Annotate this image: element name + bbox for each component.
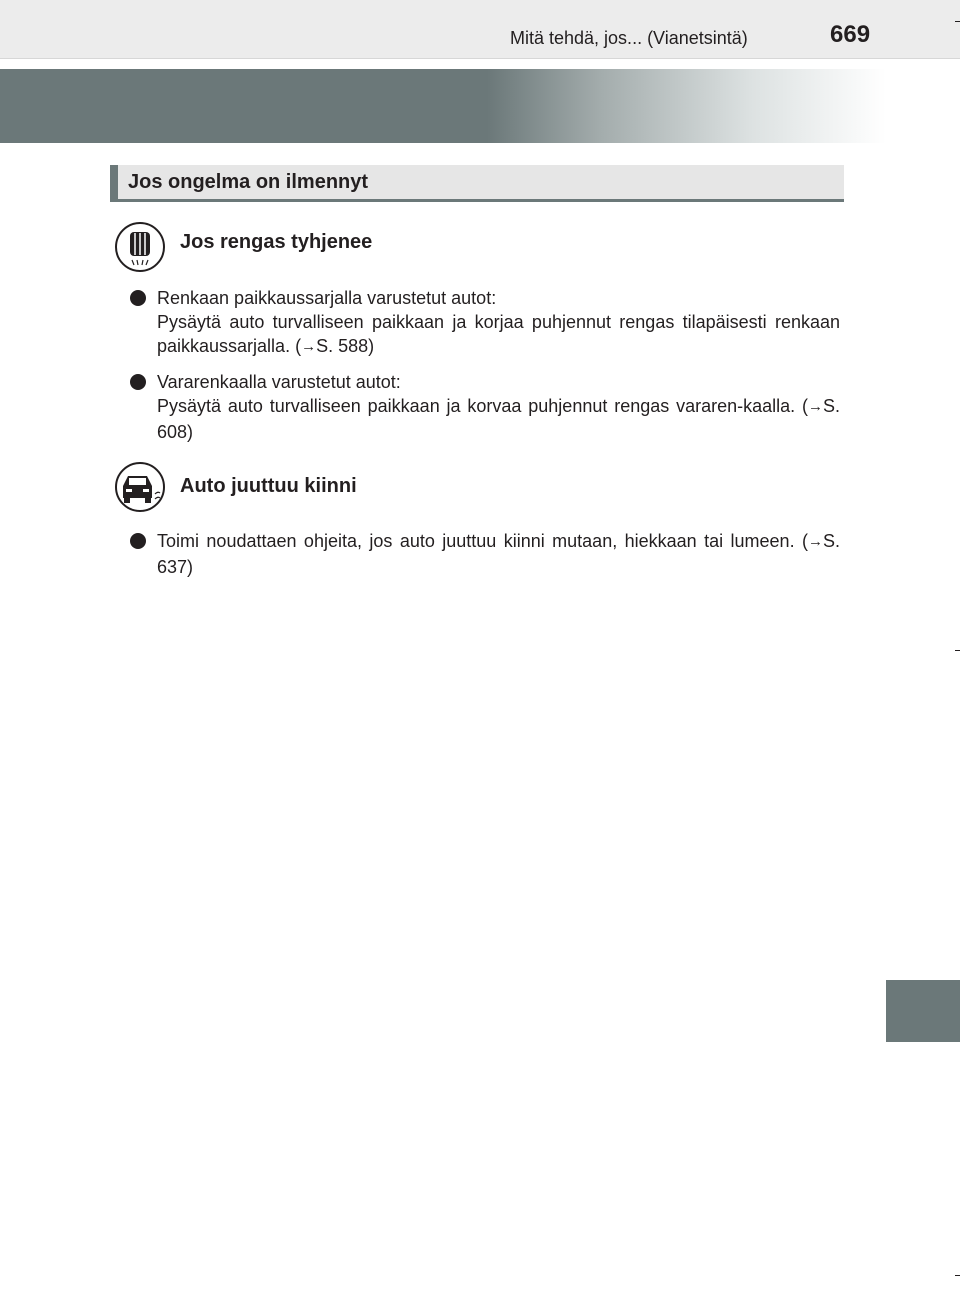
list-item xyxy=(130,286,840,360)
item-text: Toimi noudattaen ohjeita, jos auto juuttuu kiinni mutaan, hiekkaan tai lumeen. (→S. 637) xyxy=(157,531,840,577)
crop-mark xyxy=(955,1275,960,1276)
page-number: 669 xyxy=(830,21,871,48)
crop-mark xyxy=(955,650,960,651)
list-item xyxy=(130,370,840,444)
page-reference: S. 637) xyxy=(157,531,840,577)
bullet-icon xyxy=(130,290,146,306)
bullet-icon xyxy=(130,374,146,390)
page-header xyxy=(0,0,960,58)
list-item xyxy=(130,529,840,579)
item-lead: Vararenkaalla varustetut autot: xyxy=(157,372,401,392)
section-accent-bar xyxy=(110,165,118,199)
arrow-icon: → xyxy=(807,398,823,415)
subsection-title-flat-tire: Jos rengas tyhjenee xyxy=(180,231,373,253)
chapter-title: Mitä tehdä, jos... (Vianetsintä) xyxy=(510,28,748,48)
page-reference: S. 588) xyxy=(316,336,375,356)
item-lead: Renkaan paikkaussarjalla varustetut autot: xyxy=(157,288,497,308)
page-reference: S. 608) xyxy=(157,396,840,442)
crop-mark xyxy=(955,21,960,22)
item-text: Pysäytä auto turvalliseen paikkaan ja korjaa puhjennut rengas tilapäisesti renkaan paikkaussarjalla. (→S. 588) xyxy=(157,312,840,356)
chapter-banner xyxy=(0,69,886,143)
section-title: Jos ongelma on ilmennyt xyxy=(128,171,369,193)
arrow-icon: → xyxy=(807,533,823,550)
subsection-title-stuck-car: Auto juuttuu kiinni xyxy=(180,475,357,497)
item-text: Pysäytä auto turvalliseen paikkaan ja korvaa puhjennut rengas vararen-kaalla. (→S. 608) xyxy=(157,396,840,442)
bullet-icon xyxy=(130,533,146,549)
chapter-side-tab xyxy=(886,980,960,1042)
section-header xyxy=(110,165,844,202)
stuck-car-icon xyxy=(115,462,165,512)
header-divider xyxy=(0,58,960,59)
flat-tire-icon xyxy=(115,222,165,272)
arrow-icon: → xyxy=(301,338,317,355)
